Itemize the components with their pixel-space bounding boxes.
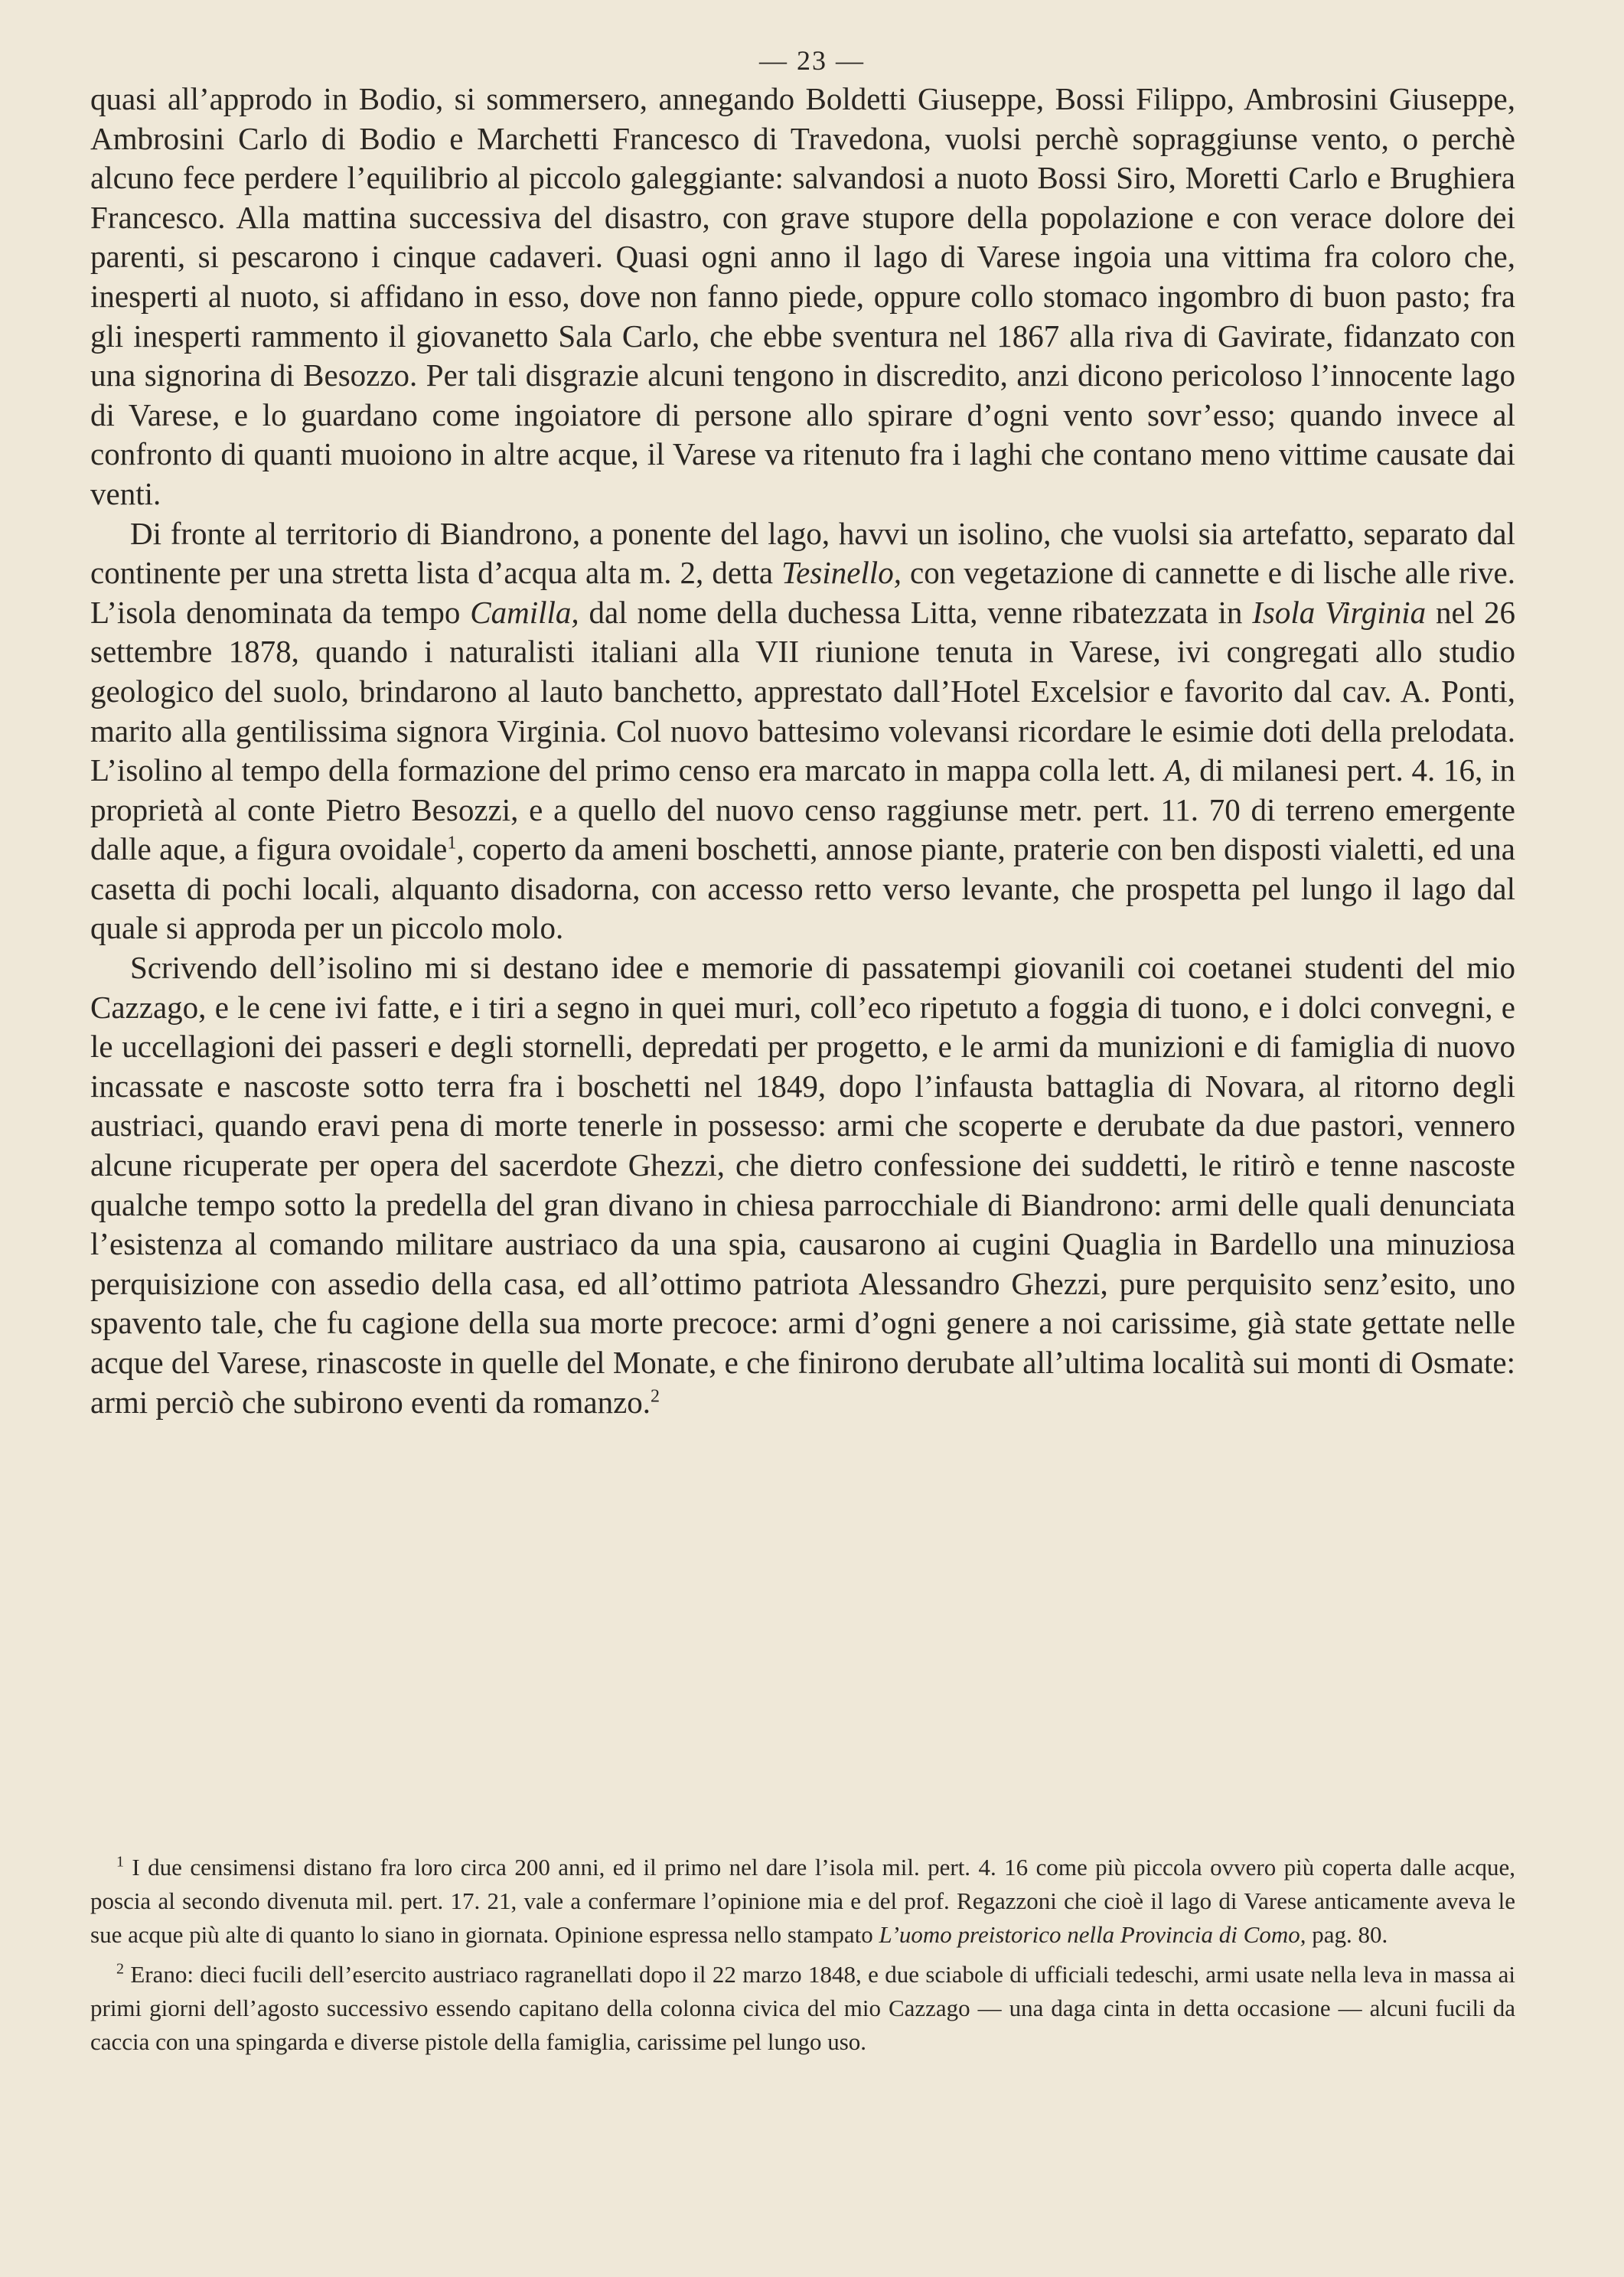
text-run: , coperto da ameni boschetti, annose piante, praterie con ben disposti vialetti, ed una casetta di pochi locali, alquanto disadorna, con accesso retto verso levante, che prospetta pel lungo il lago dal quale si approda per un piccolo molo. [90,831,1515,946]
paragraph [90,948,1515,1422]
text-run: nel 26 settembre 1878, quando i naturalisti italiani alla VII riunione tenuta in Varese, ivi congregati allo studio geologico del suolo, brindarono al lauto banchetto, apprestato dall’Hotel Excelsior e favorito dal cav. A. Ponti, marito alla gentilissima signora Virginia. Col nuovo battesimo volevansi ricordare le esimie doti della prelodata. L’isolino al tempo della formazione del primo censo era marcato in mappa colla lett. [90,594,1515,788]
text-run: quasi all’approdo in Bodio, si sommersero, annegando Boldetti Giuseppe, Bossi Filippo, Ambrosini Giuseppe, Ambrosini Carlo di Bodio e Marchetti Francesco di Travedona, vuolsi perchè sopraggiunse vento, o perchè alcuno fece perdere l’equilibrio al piccolo galeggiante: salvandosi a nuoto Bossi Siro, Moretti Carlo e Brughiera Francesco. Alla mattina successiva del disastro, con grave stupore della popolazione e con verace dolore dei parenti, si pescarono i cinque cadaveri. Quasi ogni anno il lago di Varese ingoia una vittima fra coloro che, inesperti al nuoto, si affidano in esso, dove non fanno piede, oppure collo stomaco ingombro di buon pasto; fra gli inesperti rammento il giovanetto Sala Carlo, che ebbe sventura nel 1867 alla riva di Gavirate, fidanzato con una signorina di Besozzo. Per tali disgrazie alcuni tengono in discredito, anzi dicono pericoloso l’innocente lago di Varese, e lo guardano come ingoiatore di persone allo spirare d’ogni vento sovr’esso; quando invece al confronto di quanti muoiono in altre acque, il Varese va ritenuto fra i laghi che contano meno vittime causate dai venti. [90,81,1515,511]
text-run: con vegetazione di cannette e di lische alle rive. L’isola denominata da tempo [90,555,1515,630]
text-run-italic: Camilla, [470,594,579,630]
text-run: dal nome della duchessa Litta, venne ribatezzata in [579,594,1253,630]
footnote-ref: 1 [447,833,457,853]
text-run-italic: A, [1164,752,1192,788]
footnote-ref: 2 [651,1385,660,1406]
text-run-italic: Isola Virginia [1252,594,1427,630]
footnote [90,1851,1515,1952]
footnote-marker: 1 [116,1853,124,1871]
footnote [90,1958,1515,2059]
footnotes [90,1851,1515,2059]
paragraph [90,514,1515,949]
text-run: Scrivendo dell’isolino mi si destano idee e memorie di passatempi giovanili coi coetanei studenti del mio Cazzago, e le cene ivi fatte, e i tiri a segno in quei muri, coll’eco ripetuto a foggia di tuono, e i dolci convegni, e le uccellagioni dei passeri e degli stornelli, depredati per progetto, e le armi da munizioni e di famiglia di nuovo incassate e nascoste sotto terra fra i boschetti nel 1849, dopo l’infausta battaglia di Novara, al ritorno degli austriaci, quando eravi pena di morte tenerle in possesso: armi che scoperte e derubate da due pastori, vennero alcune ricuperate per opera del sacerdote Ghezzi, che dietro confessione dei suddetti, le ritirò e tenne nascoste qualche tempo sotto la predella del gran divano in chiesa parrocchiale di Biandrono: armi delle quali denunciata l’esistenza al comando militare austriaco da una spia, causarono ai cugini Quaglia in Bardello una minuziosa perquisizione con assedio della casa, ed all’ottimo patriota Alessandro Ghezzi, pure perquisito senz’esito, uno spavento tale, che fu cagione della sua morte precoce: armi d’ogni genere a noi carissime, già state gettate nelle acque del Varese, rinascoste in quelle del Monate, e che finirono derubate all’ultima località sui monti di Osmate: armi perciò che subirono eventi da romanzo. [90,950,1515,1420]
text-run-italic: Tesinello, [781,555,902,591]
text-run: Di fronte al territorio di Biandrono, a ponente del lago, havvi un isolino, che vuolsi sia artefatto, separato dal continente per una stretta lista d’acqua alta m. 2, detta [90,515,1515,591]
page-number: — 23 — [759,45,865,76]
text-run: Erano: dieci fucili dell’esercito austriaco ragranellati dopo il 22 marzo 1848, e due sciabole di ufficiali tedeschi, armi usate nella leva in massa ai primi giorni dell’agosto successivo essendo capitano della colonna civica del mio Cazzago — una daga cinta in detta occasione — alcuni fucili da caccia con una spingarda e diverse pistole della famiglia, carissime pel lungo uso. [90,1961,1515,2055]
body-text [90,80,1515,1422]
text-run: I due censimensi distano fra loro circa 200 anni, ed il primo nel dare l’isola mil. pert. 4. 16 come più piccola ovvero più coperta dalle acque, poscia al secondo divenuta mil. pert. 17. 21, vale a confermare l’opinione mia e del prof. Regazzoni che cioè il lago di Varese anticamente aveva le sue acque più alte di quanto lo siano in giornata. Opinione espressa nello stampato [90,1854,1515,1948]
paragraph [90,80,1515,514]
footnote-marker: 2 [116,1960,124,1978]
text-run: pag. 80. [1306,1921,1388,1948]
text-run-italic: L’uomo preistorico nella Provincia di Como, [879,1921,1306,1948]
text-run: di milanesi pert. 4. 16, in proprietà al conte Pietro Besozzi, e a quello del nuovo censo raggiunse metr. pert. 11. 70 di terreno emergente dalle aque, a figura ovoidale [90,752,1515,867]
